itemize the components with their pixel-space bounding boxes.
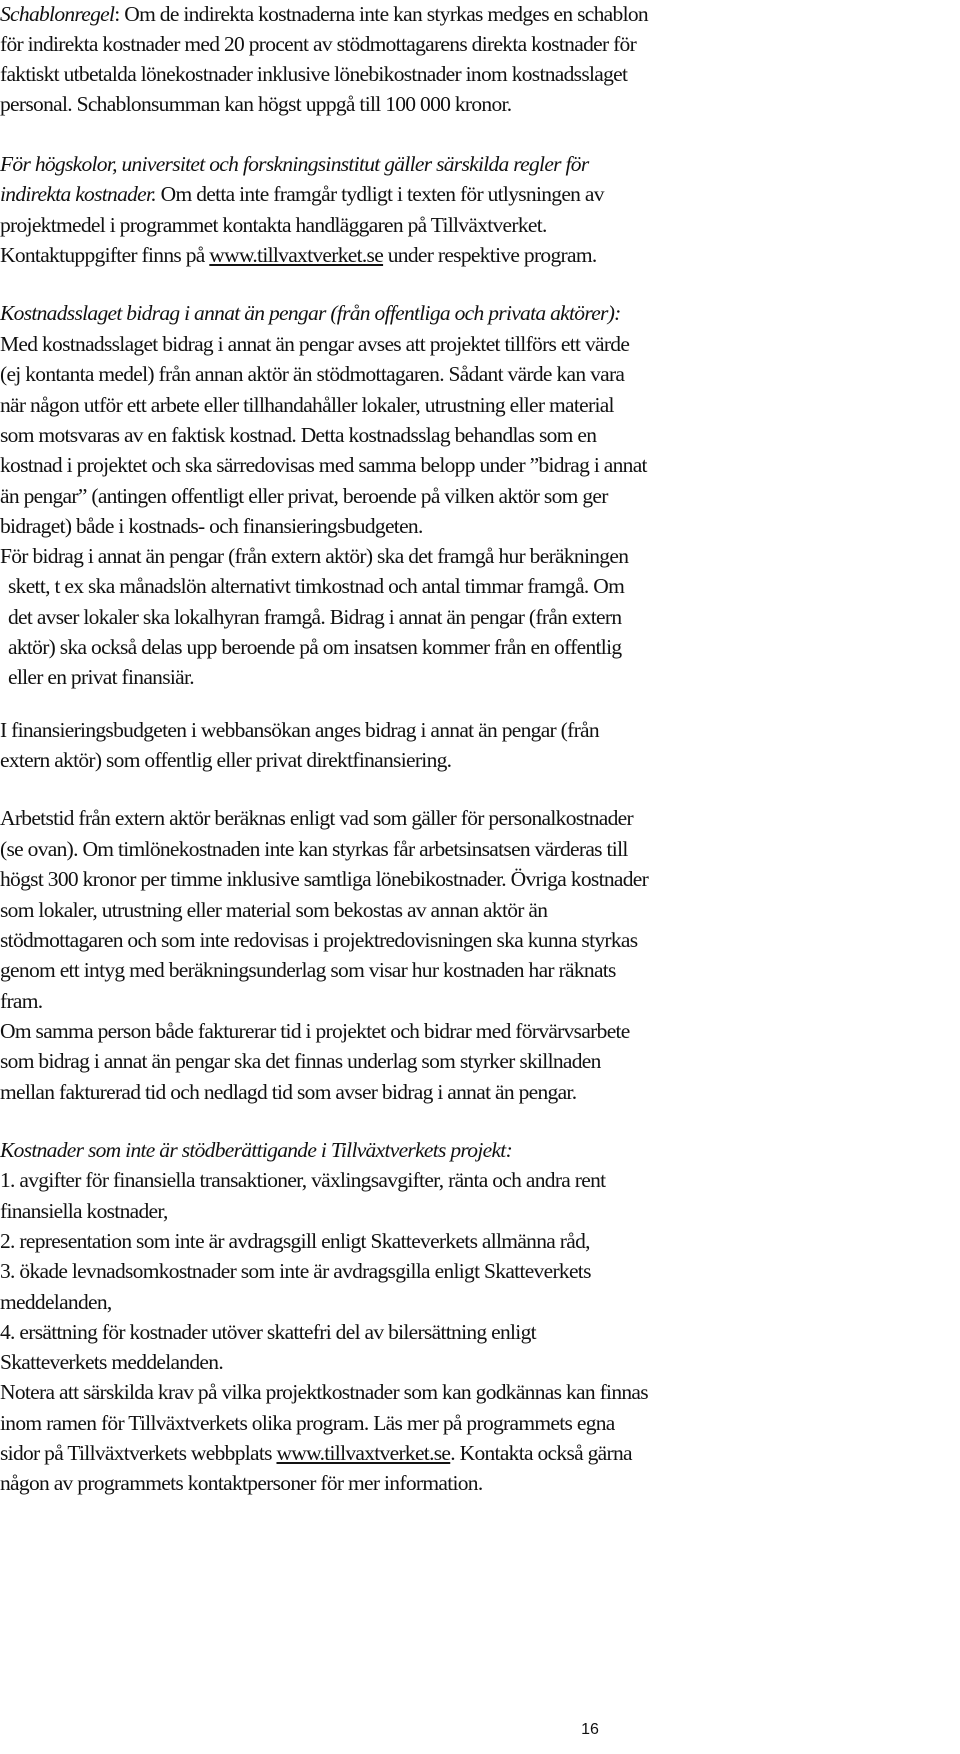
schablonregel-line-1 [0, 0, 960, 30]
text-fragment: : Om de indirekta kostnaderna inte kan styrkas medges en schablon [114, 2, 648, 26]
page-number: 16 [581, 1721, 599, 1738]
text-line: när någon utför ett arbete eller tillhandahåller lokaler, utrustning eller material [0, 393, 614, 417]
text-line: för indirekta kostnader med 20 procent av stödmottagarens direkta kostnader för [0, 32, 637, 56]
text-line: som bidrag i annat än pengar ska det finnas underlag som styrker skillnaden [0, 1049, 601, 1073]
text-line: (se ovan). Om timlönekostnaden inte kan styrkas får arbetsinsatsen värderas till [0, 837, 628, 861]
text-line: stödmottagaren och som inte redovisas i projektredovisningen ska kunna styrkas [0, 928, 638, 952]
text-line: genom ett intyg med beräkningsunderlag som visar hur kostnaden har räknats [0, 958, 616, 982]
text-line: högst 300 kronor per timme inklusive samtliga lönebikostnader. Övriga kostnader [0, 867, 649, 891]
text-line: fram. [0, 989, 43, 1013]
text-line: aktör) ska också delas upp beroende på om insatsen kommer från en offentlig [8, 635, 622, 659]
text-line: kostnad i projektet och ska särredovisas med samma belopp under ”bidrag i annat [0, 453, 647, 477]
list-item: 2. representation som inte är avdragsgill enligt Skatteverkets allmänna råd, [0, 1229, 590, 1253]
list-item: 1. avgifter för finansiella transaktioner, växlingsavgifter, ränta och andra rent [0, 1168, 606, 1192]
section-heading: Kostnadsslaget bidrag i annat än pengar (från offentliga och privata aktörer): [0, 301, 621, 325]
text-fragment: sidor på Tillväxtverkets webbplats [0, 1441, 277, 1465]
text-line [0, 1437, 960, 1469]
text-line: skett, t ex ska månadslön alternativt timkostnad och antal timmar framgå. Om [8, 574, 625, 598]
text-line: Om samma person både fakturerar tid i projektet och bidrar med förvärvsarbete [0, 1019, 630, 1043]
tillvaxtverket-link[interactable]: www.tillvaxtverket.se [209, 243, 384, 267]
text-line: personal. Schablonsumman kan högst uppgå till 100 000 kronor. [0, 92, 512, 116]
text-line: som motsvaras av en faktisk kostnad. Detta kostnadsslag behandlas som en [0, 423, 597, 447]
text-line: som lokaler, utrustning eller material som bekostas av annan aktör än [0, 898, 548, 922]
text-line: Arbetstid från extern aktör beräknas enligt vad som gäller för personalkostnader [0, 806, 633, 830]
italic-fragment: indirekta kostnader. [0, 182, 156, 206]
italic-text-line: För högskolor, universitet och forskningsinstitut gäller särskilda regler för [0, 152, 589, 176]
text-line: projektmedel i programmet kontakta handläggaren på Tillväxtverket. [0, 213, 547, 237]
text-line [0, 239, 960, 271]
text-line: någon av programmets kontaktpersoner för mer information. [0, 1471, 483, 1495]
text-line: eller en privat finansiär. [8, 665, 194, 689]
text-line: inom ramen för Tillväxtverkets olika program. Läs mer på programmets egna [0, 1411, 615, 1435]
text-line: Notera att särskilda krav på vilka projektkostnader som kan godkännas kan finnas [0, 1380, 648, 1404]
schablonregel-heading: Schablonregel [0, 2, 115, 26]
text-line: faktiskt utbetalda lönekostnader inklusive lönebikostnader inom kostnadsslaget [0, 62, 628, 86]
text-line: mellan fakturerad tid och nedlagd tid som avser bidrag i annat än pengar. [0, 1080, 577, 1104]
tillvaxtverket-link[interactable]: www.tillvaxtverket.se [276, 1441, 451, 1465]
text-line: bidraget) både i kostnads- och finansieringsbudgeten. [0, 514, 423, 538]
list-item-continuation: meddelanden, [0, 1290, 112, 1314]
list-item: 4. ersättning för kostnader utöver skattefri del av bilersättning enligt [0, 1320, 536, 1344]
text-line: För bidrag i annat än pengar (från extern aktör) ska det framgå hur beräkningen [0, 544, 629, 568]
text-line: extern aktör) som offentlig eller privat direktfinansiering. [0, 748, 452, 772]
section-heading: Kostnader som inte är stödberättigande i Tillväxtverkets projekt: [0, 1138, 513, 1162]
text-line: I finansieringsbudgeten i webbansökan anges bidrag i annat än pengar (från [0, 718, 599, 742]
list-item: 3. ökade levnadsomkostnader som inte är avdragsgilla enligt Skatteverkets [0, 1259, 591, 1283]
text-line: (ej kontanta medel) från annan aktör än stödmottagaren. Sådant värde kan vara [0, 362, 625, 386]
list-item-continuation: finansiella kostnader, [0, 1199, 168, 1223]
text-fragment: Om detta inte framgår tydligt i texten för utlysningen av [156, 182, 604, 206]
text-fragment: under respektive program. [383, 243, 597, 267]
text-line: det avser lokaler ska lokalhyran framgå. Bidrag i annat än pengar (från extern [8, 605, 622, 629]
text-line: Med kostnadsslaget bidrag i annat än pengar avses att projektet tillförs ett värde [0, 332, 630, 356]
text-fragment: Kontaktuppgifter finns på [0, 243, 210, 267]
text-fragment: . Kontakta också gärna [450, 1441, 632, 1465]
text-line: än pengar” (antingen offentligt eller privat, beroende på vilken aktör som ger [0, 484, 608, 508]
text-line [0, 178, 960, 210]
list-item-continuation: Skatteverkets meddelanden. [0, 1350, 223, 1374]
